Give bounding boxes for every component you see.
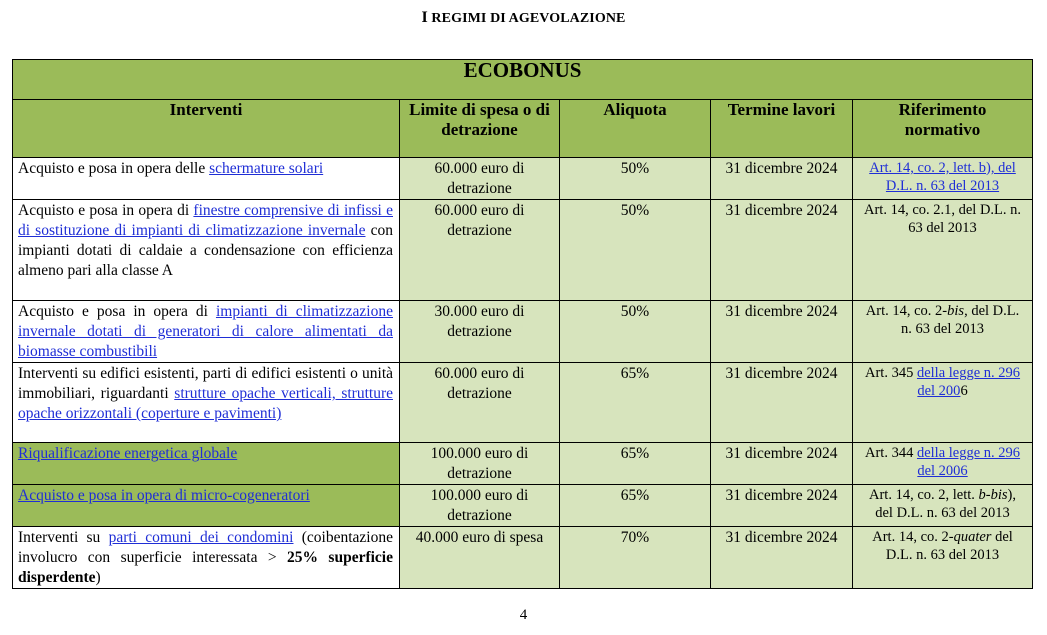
table-row [13, 443, 1033, 485]
header-row [13, 100, 1033, 158]
intervento-text: Acquisto e posa in opera di [18, 303, 216, 320]
intervento-link[interactable]: schermature solari [209, 160, 324, 177]
page-number: 4 [519, 607, 528, 623]
aliquota-cell: 50% [560, 301, 711, 363]
termine-cell: 31 dicembre 2024 [711, 200, 853, 301]
intervento-link[interactable]: Acquisto e posa in opera di micro-cogeneratori [18, 487, 310, 504]
riferimento-italic: bis [947, 303, 965, 319]
riferimento-italic: b-bis [978, 487, 1008, 503]
riferimento-text: Art. 14, co. 2, lett. [869, 487, 979, 503]
table-row [13, 158, 1033, 200]
aliquota-cell: 70% [560, 527, 711, 589]
limite-cell: 100.000 euro di detrazione [400, 485, 560, 527]
limite-cell: 100.000 euro di detrazione [400, 443, 560, 485]
termine-cell: 31 dicembre 2024 [711, 301, 853, 363]
termine-cell: 31 dicembre 2024 [711, 527, 853, 589]
riferimento-cell [853, 443, 1033, 485]
table-row [13, 485, 1033, 527]
intervento-link[interactable]: parti comuni dei condomini [108, 529, 294, 546]
riferimento-text: ), del D.L. n. 63 del 2013 [875, 487, 1017, 521]
intervento-cell [13, 158, 400, 200]
aliquota-cell: 50% [560, 158, 711, 200]
aliquota-cell: 65% [560, 443, 711, 485]
aliquota-cell: 65% [560, 485, 711, 527]
termine-cell: 31 dicembre 2024 [711, 158, 853, 200]
header-termine: Termine lavori [711, 100, 853, 158]
intervento-cell [13, 527, 400, 589]
document-title [0, 9, 1047, 27]
aliquota-cell: 65% [560, 363, 711, 443]
intervento-text: (coibentazione involucro con superficie interessata > [18, 529, 393, 566]
riferimento-text: 6 [960, 383, 968, 399]
intervento-link[interactable]: impianti di climatizzazione invernale dotati di generatori di calore alimentati da biomasse combustibili [18, 303, 393, 360]
termine-cell: 31 dicembre 2024 [711, 363, 853, 443]
termine-cell: 31 dicembre 2024 [711, 485, 853, 527]
intervento-text: con impianti dotati di caldaie a condensazione con efficienza almeno pari alla classe A [18, 222, 393, 279]
title-initial: I [421, 9, 428, 26]
riferimento-link[interactable]: Art. 14, co. 2, lett. b), del D.L. n. 63 del 2013 [869, 160, 1016, 194]
intervento-link[interactable]: Riqualificazione energetica globale [18, 445, 238, 462]
table-banner: ECOBONUS [13, 60, 1033, 100]
riferimento-text: Art. 344 [864, 445, 917, 461]
riferimento-link[interactable]: della legge n. 296 del 2006 [916, 445, 1021, 479]
intervento-link[interactable]: finestre comprensive di infissi e di sostituzione di impianti di climatizzazione invernale [18, 202, 393, 239]
table-row [13, 363, 1033, 443]
limite-cell: 60.000 euro di detrazione [400, 158, 560, 200]
intervento-text: ) [95, 569, 101, 586]
title-rest: REGIMI DI AGEVOLAZIONE [427, 11, 626, 26]
termine-cell: 31 dicembre 2024 [711, 443, 853, 485]
riferimento-link[interactable]: della legge n. 296 del 200 [916, 365, 1021, 399]
ecobonus-table [12, 59, 1033, 589]
aliquota-cell: 50% [560, 200, 711, 301]
riferimento-text: Art. 345 [864, 365, 917, 381]
riferimento-cell [853, 301, 1033, 363]
intervento-text: Interventi su edifici esistenti, parti di edifici esistenti o unità immobiliari, riguardanti [18, 365, 393, 402]
intervento-bold: 25% superficie disperdente [18, 549, 393, 586]
intervento-text: Interventi su [18, 529, 109, 546]
intervento-cell [13, 301, 400, 363]
riferimento-text: Art. 14, co. 2- [872, 529, 954, 545]
header-aliquota: Aliquota [560, 100, 711, 158]
intervento-text: Acquisto e posa in opera delle [18, 160, 210, 177]
riferimento-text: del D.L. n. 63 del 2013 [885, 529, 1013, 563]
intervento-text: Acquisto e posa in opera di [18, 202, 194, 219]
header-riferimento: Riferimento normativo [853, 100, 1033, 158]
intervento-cell [13, 485, 400, 527]
riferimento-cell [853, 158, 1033, 200]
table-row [13, 301, 1033, 363]
limite-cell: 40.000 euro di spesa [400, 527, 560, 589]
riferimento-text: , del D.L. n. 63 del 2013 [901, 303, 1020, 337]
intervento-cell [13, 443, 400, 485]
header-interventi: Interventi [13, 100, 400, 158]
intervento-cell [13, 363, 400, 443]
riferimento-text: Art. 14, co. 2- [865, 303, 948, 319]
riferimento-cell [853, 363, 1033, 443]
limite-cell: 30.000 euro di detrazione [400, 301, 560, 363]
riferimento-cell [853, 485, 1033, 527]
banner-row [13, 60, 1033, 100]
riferimento-cell: Art. 14, co. 2.1, del D.L. n. 63 del 2013 [853, 200, 1033, 301]
riferimento-italic: quater [953, 529, 992, 545]
intervento-cell [13, 200, 400, 301]
limite-cell: 60.000 euro di detrazione [400, 363, 560, 443]
limite-cell: 60.000 euro di detrazione [400, 200, 560, 301]
header-limite: Limite di spesa o di detrazione [400, 100, 560, 158]
table-row [13, 527, 1033, 589]
intervento-link[interactable]: strutture opache verticali, strutture opache orizzontali (coperture e pavimenti) [18, 385, 393, 422]
table-row [13, 200, 1033, 301]
riferimento-cell [853, 527, 1033, 589]
